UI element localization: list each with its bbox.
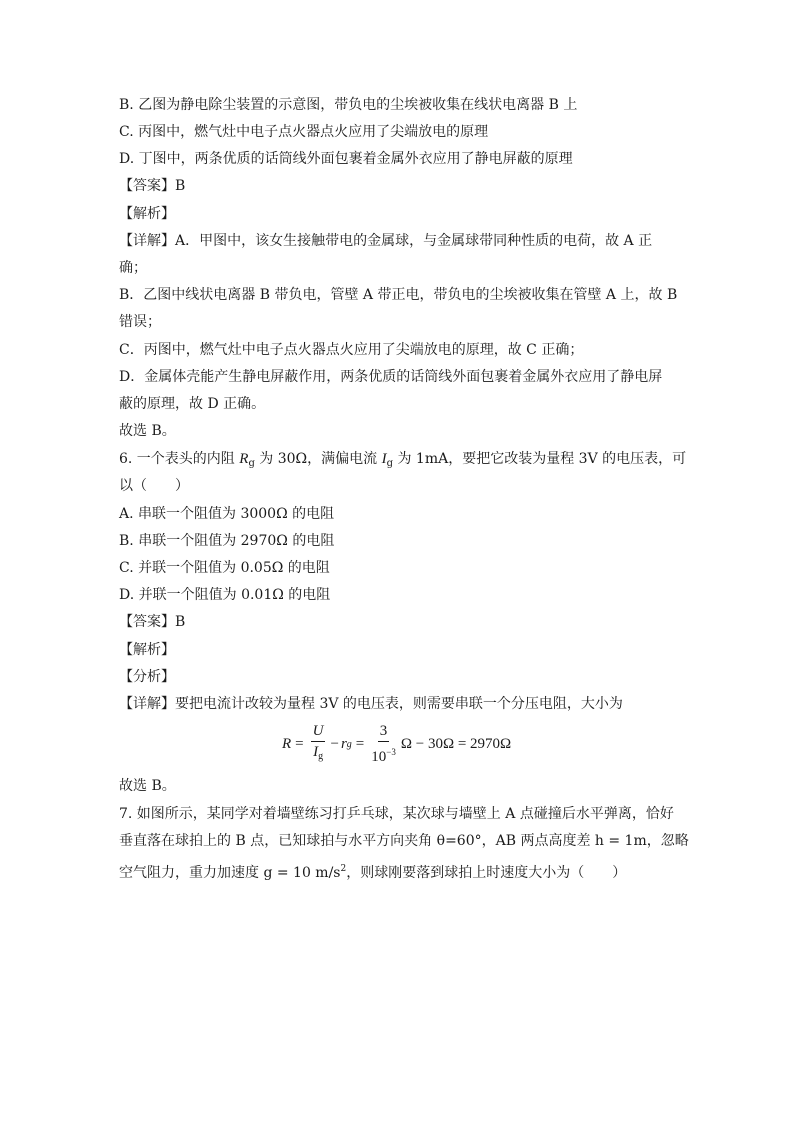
q6-stem-text: 为 30Ω，满偏电流 [254, 451, 382, 467]
rg-symbol: R [239, 451, 249, 467]
q6-detail [119, 695, 623, 713]
answer-tag: 【答案】 [119, 614, 175, 630]
answer-value: B [175, 178, 186, 194]
ig-subscript: g [386, 458, 394, 469]
q5-answer [119, 177, 185, 195]
formula-equals: = [295, 735, 304, 752]
detail-tag: 【详解】 [119, 233, 175, 249]
fraction-u-over-ig [311, 723, 326, 765]
q5-conclusion: 故选 B。 [119, 423, 176, 439]
q5-detail-line5: C．丙图中，燃气灶中电子点火器点火应用了尖端放电的原理，故 C 正确； [119, 342, 584, 358]
q5-detail-line4: 错误； [119, 314, 161, 330]
fraction-denominator [313, 742, 323, 765]
ig-subscript: g [318, 751, 324, 762]
q6-stem-text: 为 1mA，要把它改装为量程 3V 的电压表，可 [393, 451, 687, 467]
q5-detail-line7: 蔽的原理，故 D 正确。 [119, 396, 266, 412]
rg-subscript: g [346, 738, 352, 750]
formula-minus: − [330, 735, 339, 752]
fraction-numerator: U [311, 723, 326, 742]
q6-answer [119, 613, 185, 631]
fraction-3-over-10e-3 [371, 723, 396, 765]
q6-analysis-tag: 【解析】 [119, 642, 175, 658]
resistance-formula [282, 721, 511, 767]
answer-tag: 【答案】 [119, 178, 175, 194]
fraction-numerator: 3 [378, 723, 390, 742]
q7-text: 空气阻力，重力加速度 g = 10 m/s [119, 865, 341, 881]
q5-detail-line2: 确； [119, 260, 147, 276]
formula-r: R [282, 735, 292, 752]
ten: 10 [371, 749, 387, 765]
q6-stem-line2: 以（ ） [119, 478, 189, 494]
exponent: 2 [340, 864, 347, 874]
q6-option-a: A. 串联一个阻值为 3000Ω 的电阻 [119, 506, 335, 522]
q7-text: ，则球刚要落到球拍上时速度大小为（ ） [346, 865, 627, 881]
q7-stem-line1: 7. 如图所示，某同学对着墙壁练习打乒乓球，某次球与墙壁上 A 点碰撞后水平弹离，恰好 [119, 806, 674, 822]
exponent: −3 [386, 747, 396, 757]
rg-subscript: g [248, 458, 255, 469]
q6-option-c: C. 并联一个阻值为 0.05Ω 的电阻 [119, 560, 330, 576]
formula-rest: Ω − 30Ω = 2970Ω [400, 735, 512, 752]
q7-stem-line2: 垂直落在球拍上的 B 点，已知球拍与水平方向夹角 θ=60°，AB 两点高度差 h = 1m，忽略 [119, 833, 689, 849]
q5-option-d: D. 丁图中，两条优质的话筒线外面包裹着金属外衣应用了静电屏蔽的原理 [119, 151, 573, 167]
detail-tag: 【详解】 [119, 696, 175, 712]
q6-conclusion: 故选 B。 [119, 778, 176, 794]
q5-detail-line6: D．金属体壳能产生静电屏蔽作用，两条优质的话筒线外面包裹着金属外衣应用了静电屏 [119, 369, 663, 385]
q5-option-b: B. 乙图为静电除尘装置的示意图，带负电的尘埃被收集在线状电离器 B 上 [119, 97, 578, 113]
answer-value: B [175, 614, 186, 630]
q6-option-d: D. 并联一个阻值为 0.01Ω 的电阻 [119, 587, 331, 603]
fraction-denominator [371, 742, 396, 765]
formula-rg: r [340, 735, 347, 752]
q5-option-c: C. 丙图中，燃气灶中电子点火器点火应用了尖端放电的原理 [119, 124, 489, 140]
detail-text: 要把电流计改较为量程 3V 的电压表，则需要串联一个分压电阻，大小为 [175, 696, 623, 712]
q5-detail-line3: B．乙图中线状电离器 B 带负电，管壁 A 带正电，带负电的尘埃被收集在管壁 A 上，故 B [119, 287, 678, 303]
q5-detail-line1 [119, 232, 652, 250]
ig-symbol: I [313, 744, 319, 760]
q5-analysis-tag: 【解析】 [119, 206, 175, 222]
q6-stem-line1 [119, 450, 686, 473]
q6-stem-text: 6. 一个表头的内阻 [119, 451, 240, 467]
q6-option-b: B. 串联一个阻值为 2970Ω 的电阻 [119, 533, 335, 549]
ig-symbol: I [381, 451, 387, 467]
q7-stem-line3 [119, 860, 626, 882]
detail-text: A．甲图中，该女生接触带电的金属球，与金属球带同种性质的电荷，故 A 正 [175, 233, 653, 249]
formula-equals: = [355, 735, 365, 752]
q6-fenxi-tag: 【分析】 [119, 669, 175, 685]
